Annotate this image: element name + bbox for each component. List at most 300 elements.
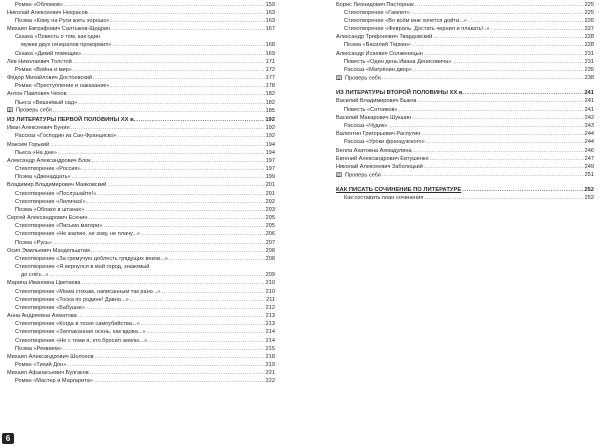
toc-entry-title bbox=[336, 157, 429, 163]
toc-entry-title bbox=[7, 107, 52, 114]
toc-page-number: 249 bbox=[584, 163, 594, 170]
toc-leader-dots bbox=[421, 132, 583, 138]
toc-page-number: 252 bbox=[584, 186, 594, 193]
toc-entry-title bbox=[7, 118, 135, 124]
toc-entry bbox=[7, 287, 275, 295]
toc-leader-dots bbox=[95, 355, 265, 361]
toc-entry bbox=[7, 271, 275, 279]
toc-entry-text: Проверь себя bbox=[345, 172, 381, 179]
toc-page-number: 241 bbox=[584, 106, 594, 113]
toc-entry-text: Пьеса «Вишнёвый сад» bbox=[15, 99, 78, 106]
toc-entry bbox=[7, 238, 275, 246]
toc-entry-title bbox=[336, 188, 461, 194]
toc-entry bbox=[336, 113, 594, 121]
self-check-icon bbox=[7, 107, 13, 113]
toc-entry-title bbox=[15, 101, 77, 107]
toc-entry-title bbox=[344, 108, 398, 114]
toc-entry bbox=[7, 352, 275, 360]
toc-entry bbox=[7, 246, 275, 254]
toc-leader-dots bbox=[63, 347, 265, 353]
toc-entry bbox=[7, 164, 275, 172]
toc-page-number: 205 bbox=[265, 215, 275, 222]
toc-page-number: 201 bbox=[265, 182, 275, 189]
toc-page-number: 159 bbox=[265, 1, 275, 8]
toc-entry-text: Фёдор Михайлович Достоевский bbox=[7, 75, 93, 82]
toc-entry-text: Стихотворение «Тоска по родине! Давно...» bbox=[15, 296, 129, 303]
toc-leader-dots bbox=[433, 35, 583, 41]
toc-entry-text: Рассказ «Матрёнин двор» bbox=[344, 66, 412, 73]
toc-entry bbox=[336, 33, 594, 41]
toc-entry-text: Стихотворение «Письмо матери» bbox=[15, 223, 103, 230]
toc-entry-title bbox=[15, 322, 140, 328]
toc-entry bbox=[7, 303, 275, 311]
toc-entry-text: Валентин Григорьевич Распутин bbox=[336, 131, 421, 138]
toc-page-number: 243 bbox=[584, 122, 594, 129]
toc-leader-dots bbox=[107, 183, 264, 189]
toc-entry-text: Николай Алексеевич Некрасов bbox=[7, 9, 88, 16]
toc-entry-text: Роман «Преступление и наказание» bbox=[15, 83, 110, 90]
toc-leader-dots bbox=[78, 314, 265, 320]
toc-entry-title bbox=[7, 60, 72, 66]
toc-entry-title bbox=[15, 290, 161, 296]
toc-leader-dots bbox=[87, 200, 265, 206]
toc-entry bbox=[7, 377, 275, 385]
toc-leader-dots bbox=[103, 224, 264, 230]
toc-entry-title bbox=[15, 298, 129, 304]
toc-page-number: 163 bbox=[265, 9, 275, 16]
toc-page-number: 246 bbox=[584, 147, 594, 154]
toc-entry-title bbox=[344, 27, 489, 33]
toc-page-number: 235 bbox=[584, 66, 594, 73]
toc-entry-text: Поэма «Русь» bbox=[15, 239, 52, 246]
toc-leader-dots bbox=[424, 196, 583, 202]
toc-leader-dots bbox=[73, 68, 265, 74]
toc-entry-title bbox=[15, 35, 100, 41]
toc-entry bbox=[336, 162, 594, 170]
toc-entry-text: Поэма «Двенадцать» bbox=[15, 174, 71, 181]
toc-entry bbox=[7, 33, 275, 41]
toc-entry-text: Максим Горький bbox=[7, 141, 50, 148]
toc-entry bbox=[7, 336, 275, 344]
toc-entry-title bbox=[336, 149, 412, 155]
toc-entry-title bbox=[7, 11, 88, 17]
toc-entry bbox=[7, 230, 275, 238]
toc-entry-text: Александр Исаевич Солженицын bbox=[336, 50, 423, 57]
toc-entry bbox=[7, 197, 275, 205]
toc-leader-dots bbox=[424, 165, 584, 171]
toc-entry-title bbox=[7, 92, 67, 98]
toc-entry-text: Роман «Тихий Дон» bbox=[15, 362, 67, 369]
toc-entry-title bbox=[7, 27, 110, 33]
toc-entry bbox=[7, 98, 275, 106]
toc-entry-title bbox=[336, 75, 381, 82]
toc-entry bbox=[7, 254, 275, 262]
toc-page-number: 226 bbox=[584, 17, 594, 24]
toc-entry-title bbox=[15, 134, 117, 140]
toc-entry bbox=[7, 0, 275, 8]
toc-leader-dots bbox=[68, 92, 265, 98]
toc-page-number: 238 bbox=[584, 75, 594, 82]
toc-entry-text: Стихотворение «Россия» bbox=[15, 166, 81, 173]
toc-page-number: 247 bbox=[584, 155, 594, 162]
toc-page-number: 241 bbox=[584, 98, 594, 105]
toc-entry-title bbox=[15, 84, 110, 90]
toc-entry-title bbox=[15, 19, 110, 25]
toc-leader-dots bbox=[141, 322, 265, 328]
toc-entry-title bbox=[336, 165, 423, 171]
toc-entry-title bbox=[7, 314, 77, 320]
toc-page-number: 214 bbox=[265, 329, 275, 336]
toc-entry-text: Стихотворение «Во всём мне хочется дойти...» bbox=[344, 17, 467, 24]
toc-page-number: 225 bbox=[584, 9, 594, 16]
toc-entry-text: Михаил Евграфович Салтыков-Щедрин bbox=[7, 26, 111, 33]
toc-page-number: 178 bbox=[265, 83, 275, 90]
toc-entry-text: Евгений Александрович Евтушенко bbox=[336, 155, 429, 162]
toc-leader-dots bbox=[49, 273, 264, 279]
toc-entry bbox=[7, 65, 275, 73]
toc-entry-text: Стихотворение «Гамлет» bbox=[344, 9, 410, 16]
toc-leader-dots bbox=[465, 91, 583, 97]
toc-page-number: 244 bbox=[584, 139, 594, 146]
toc-page-number: 241 bbox=[584, 90, 594, 97]
toc-entry-text: Белла Ахатовна Ахмадулина bbox=[336, 147, 412, 154]
toc-entry bbox=[336, 16, 594, 24]
toc-entry-title bbox=[15, 200, 86, 206]
toc-page-number: 194 bbox=[265, 141, 275, 148]
toc-entry bbox=[7, 106, 275, 114]
toc-entry bbox=[7, 205, 275, 213]
toc-entry-title bbox=[7, 143, 49, 149]
toc-entry-text: Стихотворение «Февраль. Достать чернил и плакать!..» bbox=[344, 26, 490, 33]
toc-entry bbox=[336, 170, 594, 178]
toc-entry bbox=[336, 130, 594, 138]
toc-leader-dots bbox=[141, 232, 265, 238]
toc-leader-dots bbox=[91, 249, 265, 255]
toc-leader-dots bbox=[113, 43, 265, 49]
toc-leader-dots bbox=[412, 43, 584, 49]
toc-entry bbox=[7, 344, 275, 352]
toc-entry-title bbox=[7, 159, 91, 165]
toc-page-number: 207 bbox=[265, 239, 275, 246]
toc-entry-text: Стихотворение «Когда в тоске самоубийства...» bbox=[15, 321, 140, 328]
toc-leader-dots bbox=[85, 208, 264, 214]
toc-entry-title bbox=[336, 132, 420, 138]
toc-entry-text: ИЗ ЛИТЕРАТУРЫ ВТОРОЙ ПОЛОВИНЫ XX в. bbox=[336, 90, 465, 97]
toc-entry-title bbox=[344, 43, 411, 49]
toc-entry-title bbox=[21, 43, 112, 49]
toc-entry-text: Осип Эмильевич Мандельштам bbox=[7, 247, 90, 254]
toc-entry-text: Стихотворение «Послушайте!» bbox=[15, 190, 97, 197]
toc-page-number: 208 bbox=[265, 247, 275, 254]
toc-page-number: 205 bbox=[265, 223, 275, 230]
toc-entry-title bbox=[336, 52, 423, 58]
toc-entry bbox=[7, 8, 275, 16]
toc-entry bbox=[7, 320, 275, 328]
toc-entry-text: КАК ПИСАТЬ СОЧИНЕНИЕ ПО ЛИТЕРАТУРЕ bbox=[336, 186, 462, 193]
toc-page-number: 185 bbox=[265, 107, 275, 114]
toc-entry bbox=[7, 369, 275, 377]
toc-leader-dots bbox=[399, 108, 584, 114]
toc-entry bbox=[7, 148, 275, 156]
toc-entry bbox=[7, 124, 275, 132]
toc-entry-text: Поэма «Облако в штанах» bbox=[15, 206, 85, 213]
toc-page-number: 210 bbox=[265, 288, 275, 295]
toc-left-column bbox=[7, 0, 275, 385]
toc-leader-dots bbox=[82, 52, 265, 58]
self-check-icon bbox=[336, 172, 342, 178]
toc-entry-title bbox=[15, 3, 63, 9]
toc-page-number: 163 bbox=[265, 17, 275, 24]
toc-entry-title bbox=[344, 124, 387, 130]
toc-entry-text: мужик двух генералов прокормил» bbox=[21, 42, 112, 49]
toc-section-heading bbox=[336, 89, 594, 97]
toc-leader-dots bbox=[90, 371, 265, 377]
toc-entry-title bbox=[336, 91, 464, 97]
toc-entry-title bbox=[15, 167, 81, 173]
toc-entry-text: Роман «Война и мир» bbox=[15, 66, 72, 73]
toc-entry-title bbox=[15, 68, 72, 74]
toc-leader-dots bbox=[169, 257, 265, 263]
toc-entry-text: Повесть «Один день Ивана Денисовича» bbox=[344, 58, 452, 65]
toc-leader-dots bbox=[388, 124, 583, 130]
toc-entry-title bbox=[15, 192, 96, 198]
toc-page-number: 199 bbox=[265, 174, 275, 181]
toc-entry-title bbox=[7, 216, 88, 222]
toc-leader-dots bbox=[72, 175, 265, 181]
toc-entry-text: Стихотворение «Не жалею, не зову, не плачу...» bbox=[15, 231, 140, 238]
toc-page-number: 201 bbox=[265, 190, 275, 197]
toc-leader-dots bbox=[94, 379, 265, 385]
toc-entry-title bbox=[15, 224, 102, 230]
toc-page-number: 213 bbox=[265, 321, 275, 328]
toc-entry bbox=[336, 74, 594, 82]
toc-entry-text: Михаил Александрович Шолохов bbox=[7, 353, 94, 360]
toc-leader-dots bbox=[413, 68, 584, 74]
toc-entry-title bbox=[7, 183, 106, 189]
toc-page-number: 203 bbox=[265, 206, 275, 213]
toc-entry bbox=[336, 194, 594, 202]
toc-entry-title bbox=[15, 347, 62, 353]
toc-entry-text: Сергей Александрович Есенин bbox=[7, 215, 88, 222]
toc-leader-dots bbox=[86, 306, 265, 312]
toc-leader-dots bbox=[92, 159, 265, 165]
toc-entry-text: Поэма «Кому на Руси жить хорошо» bbox=[15, 17, 110, 24]
toc-leader-dots bbox=[78, 101, 265, 107]
toc-entry-title bbox=[21, 273, 48, 279]
toc-page-number: 242 bbox=[584, 114, 594, 121]
toc-leader-dots bbox=[93, 76, 265, 82]
toc-entry bbox=[336, 121, 594, 129]
toc-entry-text: Рассказ «Чудик» bbox=[344, 122, 388, 129]
toc-leader-dots bbox=[118, 134, 265, 140]
toc-entry-text: Сказка «Дикий помещик» bbox=[15, 50, 82, 57]
toc-entry bbox=[7, 312, 275, 320]
toc-entry-title bbox=[344, 19, 467, 25]
toc-entry-title bbox=[7, 371, 89, 377]
toc-entry-title bbox=[344, 68, 412, 74]
toc-leader-dots bbox=[89, 11, 265, 17]
toc-entry-text: Роман «Мастер и Маргарита» bbox=[15, 378, 93, 385]
toc-entry bbox=[7, 41, 275, 49]
toc-entry-text: Стихотворение «Лиличка!» bbox=[15, 198, 86, 205]
toc-entry-text: Александр Александрович Блок bbox=[7, 157, 91, 164]
toc-entry-title bbox=[15, 241, 52, 247]
toc-entry-title bbox=[336, 99, 416, 105]
toc-page-number: 194 bbox=[265, 149, 275, 156]
toc-section-heading bbox=[7, 115, 275, 123]
toc-entry-title bbox=[15, 363, 66, 369]
toc-page-number: 231 bbox=[584, 50, 594, 57]
toc-leader-dots bbox=[50, 143, 265, 149]
toc-entry-text: Анна Андреевна Ахматова bbox=[7, 313, 77, 320]
toc-leader-dots bbox=[382, 76, 584, 82]
toc-leader-dots bbox=[147, 330, 265, 336]
toc-entry bbox=[7, 82, 275, 90]
toc-leader-dots bbox=[136, 118, 264, 124]
toc-page-number: 244 bbox=[584, 131, 594, 138]
toc-entry-text: Михаил Афанасьевич Булгаков bbox=[7, 370, 89, 377]
toc-leader-dots bbox=[452, 60, 583, 66]
toc-entry-text: Поэма «Реквием» bbox=[15, 345, 62, 352]
toc-page-number: 213 bbox=[265, 313, 275, 320]
toc-entry bbox=[336, 25, 594, 33]
toc-entry bbox=[7, 213, 275, 221]
toc-entry bbox=[7, 295, 275, 303]
toc-leader-dots bbox=[462, 188, 583, 194]
toc-entry bbox=[7, 173, 275, 181]
toc-leader-dots bbox=[490, 27, 583, 33]
toc-entry-title bbox=[15, 208, 84, 214]
toc-entry-title bbox=[15, 265, 149, 271]
toc-entry-title bbox=[15, 306, 85, 312]
toc-entry bbox=[7, 222, 275, 230]
toc-leader-dots bbox=[426, 140, 584, 146]
toc-entry bbox=[7, 279, 275, 287]
toc-entry bbox=[7, 16, 275, 24]
toc-leader-dots bbox=[73, 60, 265, 66]
toc-entry-title bbox=[15, 339, 147, 345]
toc-page-number: 202 bbox=[265, 198, 275, 205]
toc-entry-title bbox=[7, 76, 92, 82]
toc-entry-title bbox=[15, 232, 140, 238]
toc-entry-title bbox=[344, 60, 451, 66]
toc-entry-text: Владимир Владимирович Маяковский bbox=[7, 182, 107, 189]
toc-leader-dots bbox=[415, 3, 584, 9]
toc-entry bbox=[7, 328, 275, 336]
toc-entry bbox=[7, 361, 275, 369]
toc-entry-text: Стихотворение «Бабушке» bbox=[15, 304, 86, 311]
toc-entry-title bbox=[7, 249, 90, 255]
toc-page-number: 214 bbox=[265, 337, 275, 344]
toc-entry-title bbox=[344, 11, 410, 17]
toc-entry bbox=[336, 154, 594, 162]
toc-entry-title bbox=[7, 126, 70, 132]
toc-page-number: 208 bbox=[265, 255, 275, 262]
toc-entry-text: Рассказ «Господин из Сан-Франциско» bbox=[15, 133, 117, 140]
toc-page-number: 209 bbox=[265, 272, 275, 279]
toc-entry-title bbox=[15, 257, 168, 263]
toc-entry bbox=[7, 90, 275, 98]
toc-entry-text: Василий Макарович Шукшин bbox=[336, 114, 412, 121]
toc-entry-title bbox=[7, 281, 81, 287]
toc-page-number: 219 bbox=[265, 362, 275, 369]
toc-page-number: 182 bbox=[265, 99, 275, 106]
toc-page-number: 225 bbox=[584, 1, 594, 8]
toc-leader-dots bbox=[162, 290, 265, 296]
toc-leader-dots bbox=[82, 167, 265, 173]
toc-leader-dots bbox=[71, 126, 265, 132]
toc-leader-dots bbox=[111, 84, 265, 90]
toc-entry-text: Проверь себя bbox=[16, 107, 52, 114]
toc-leader-dots bbox=[89, 216, 265, 222]
toc-entry bbox=[336, 138, 594, 146]
toc-page-number: 169 bbox=[265, 50, 275, 57]
toc-entry bbox=[336, 97, 594, 105]
toc-page-number: 210 bbox=[265, 280, 275, 287]
toc-page-number: 251 bbox=[584, 172, 594, 179]
toc-entry-text: Стихотворение «Заплаканная осень, как вдова...» bbox=[15, 329, 146, 336]
toc-page-number: 168 bbox=[265, 42, 275, 49]
toc-entry bbox=[336, 65, 594, 73]
toc-page-number: 218 bbox=[265, 353, 275, 360]
toc-entry bbox=[7, 156, 275, 164]
toc-section-heading bbox=[336, 186, 594, 194]
toc-entry bbox=[336, 0, 594, 8]
toc-leader-dots bbox=[411, 11, 584, 17]
toc-page-number: 192 bbox=[265, 133, 275, 140]
toc-leader-dots bbox=[413, 149, 584, 155]
toc-entry bbox=[7, 25, 275, 33]
toc-right-column bbox=[336, 0, 594, 202]
toc-entry-text: Повесть «Сотников» bbox=[344, 106, 398, 113]
toc-leader-dots bbox=[130, 298, 265, 304]
toc-spacer bbox=[336, 82, 594, 88]
toc-entry-text: до слёз...» bbox=[21, 272, 49, 279]
toc-page-number: 167 bbox=[265, 26, 275, 33]
toc-entry-text: Стихотворение «Моим стихам, написанным так рано...» bbox=[15, 288, 161, 295]
toc-entry-title bbox=[15, 175, 71, 181]
toc-entry-text: Рассказ «Уроки французского» bbox=[344, 139, 425, 146]
toc-page-number: 171 bbox=[265, 58, 275, 65]
toc-entry bbox=[7, 263, 275, 271]
toc-entry-text: Александр Трифонович Твардовский bbox=[336, 34, 433, 41]
toc-page-number: 206 bbox=[265, 231, 275, 238]
toc-leader-dots bbox=[64, 3, 265, 9]
toc-page-number: 252 bbox=[584, 195, 594, 202]
toc-entry bbox=[7, 181, 275, 189]
toc-entry-text: Поэма «Василий Тёркин» bbox=[344, 42, 411, 49]
toc-page-number: 182 bbox=[265, 91, 275, 98]
toc-entry-text: Антон Павлович Чехов bbox=[7, 91, 67, 98]
toc-entry-title bbox=[336, 35, 432, 41]
toc-page-number: 197 bbox=[265, 166, 275, 173]
toc-entry-text: Роман «Обломов» bbox=[15, 1, 64, 8]
toc-entry-text: Марина Ивановна Цветаева bbox=[7, 280, 81, 287]
toc-leader-dots bbox=[412, 116, 583, 122]
toc-entry-text: Пьеса «На дне» bbox=[15, 149, 57, 156]
toc-entry bbox=[7, 140, 275, 148]
toc-entry bbox=[336, 8, 594, 16]
toc-page-number: 228 bbox=[584, 34, 594, 41]
toc-entry bbox=[336, 57, 594, 65]
toc-page-number: 228 bbox=[584, 42, 594, 49]
toc-page-number: 172 bbox=[265, 66, 275, 73]
toc-leader-dots bbox=[468, 19, 584, 25]
toc-entry-title bbox=[15, 52, 81, 58]
toc-entry-text: Лев Николаевич Толстой bbox=[7, 58, 72, 65]
toc-entry-text: Стихотворение «Я вернулся в мой город, знакомый bbox=[15, 264, 150, 271]
toc-leader-dots bbox=[424, 52, 584, 58]
